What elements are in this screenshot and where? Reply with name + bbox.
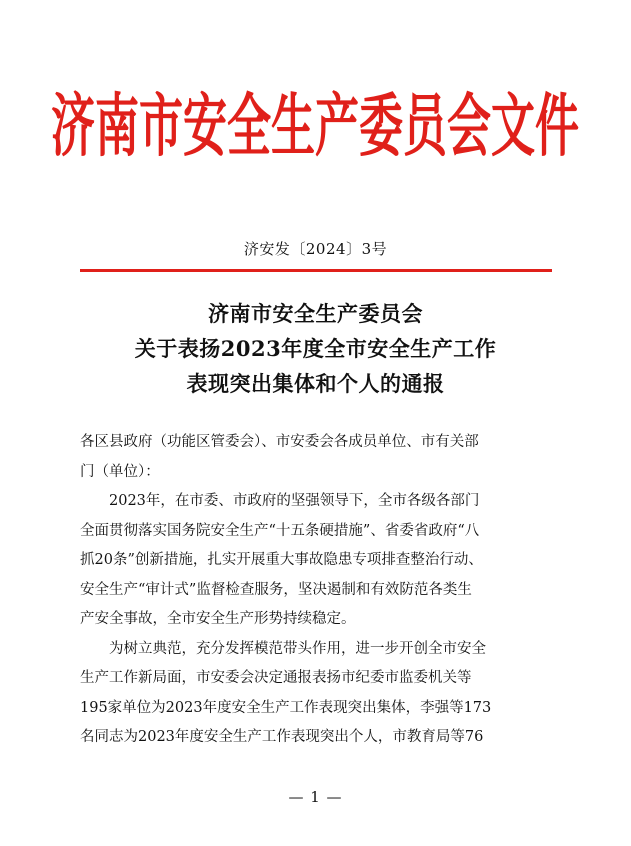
document-number: 济安发〔2024〕3号 <box>243 240 388 258</box>
page-number: — 1 — <box>288 788 343 806</box>
salutation-line: 门（单位）： <box>80 463 160 480</box>
paragraph-line: 195家单位为2023年度安全生产工作表现突出集体，李强等173 <box>80 699 492 716</box>
paragraph-line: 为树立典范，充分发挥模范带头作用，进一步开创全市安全 <box>80 640 486 657</box>
notice-title-line-3: 表现突出集体和个人的通报 <box>186 371 445 396</box>
notice-body <box>80 428 552 753</box>
notice-title-line-2: 关于表扬2023年度全市安全生产工作 <box>134 336 497 361</box>
paragraph-line: 名同志为2023年度安全生产工作表现突出个人，市教育局等76 <box>80 729 484 745</box>
salutation <box>80 428 552 487</box>
salutation-line: 各区县政府（功能区管委会）、市安委会各成员单位、市有关部 <box>80 434 479 450</box>
paragraph-line: 安全生产“审计式”监督检查服务，坚决遏制和有效防范各类生 <box>80 581 472 598</box>
notice-title <box>0 296 631 401</box>
red-divider-line <box>80 269 552 272</box>
paragraph-2 <box>80 635 552 753</box>
paragraph-line: 生产工作新局面，市安委会决定通报表扬市纪委市监委机关等 <box>80 670 472 686</box>
paragraph-line: 产安全事故，全市安全生产形势持续稳定。 <box>80 611 356 627</box>
masthead-title: 济南市安全生产委员会文件 <box>51 87 579 167</box>
paragraph-line: 全面贯彻落实国务院安全生产“十五条硬措施”、省委省政府“八 <box>80 522 480 539</box>
notice-title-line-1: 济南市安全生产委员会 <box>208 301 423 326</box>
paragraph-1 <box>80 487 552 635</box>
paragraph-line: 2023年，在市委、市政府的坚强领导下，全市各级各部门 <box>80 493 480 509</box>
paragraph-line: 抓20条”创新措施，扎实开展重大事故隐患专项排查整治行动、 <box>80 552 483 568</box>
